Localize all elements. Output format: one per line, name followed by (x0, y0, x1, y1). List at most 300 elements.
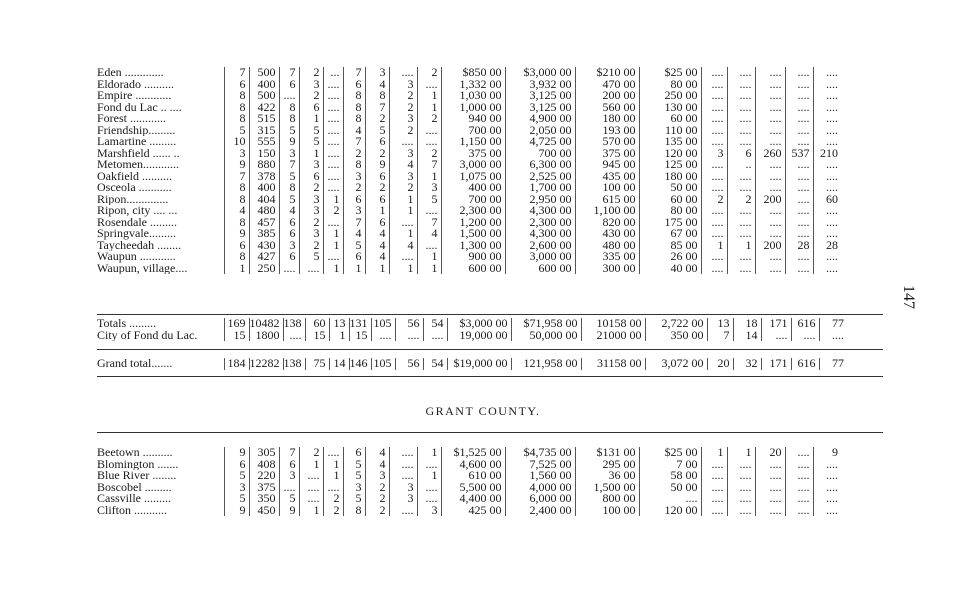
table-cell: 3 (701, 148, 727, 160)
table-cell: 4 (389, 240, 417, 252)
table-cell: ... (323, 67, 343, 79)
table-row (97, 90, 841, 102)
table-cell: .... (813, 251, 841, 263)
row-label: Cassville ......... (97, 493, 171, 505)
table-row (97, 470, 841, 482)
table-cell: .... (813, 459, 841, 471)
table-cell: 250 00 (639, 90, 701, 102)
table-cell: .... (785, 79, 813, 91)
table-cell: .... (761, 330, 791, 342)
table-cell: 2 (365, 505, 389, 517)
table-cell: 146 (349, 358, 371, 370)
table-cell: .... (701, 217, 727, 229)
table-cell: 4 (365, 228, 389, 240)
table-cell: 1 (727, 240, 755, 252)
table-cell: 1,700 00 (505, 182, 575, 194)
table-cell: .... (701, 493, 727, 505)
table-cell: 5 (417, 194, 441, 206)
table-cell: 6 (365, 136, 389, 148)
table-cell: 20 (755, 447, 785, 459)
row-label: Fond du Lac .. .... (97, 101, 182, 113)
table-cell: 8 (343, 102, 365, 114)
table-cell: 121,958 00 (511, 358, 581, 370)
table-cell: 1,100 00 (575, 205, 639, 217)
table-cell: 1 (299, 459, 323, 471)
table-cell: 4 (343, 125, 365, 137)
grand-total-rule-bottom (97, 376, 883, 377)
row-label: Clifton ........... (97, 504, 168, 516)
table-cell: 7 (343, 217, 365, 229)
table-cell: 8 (224, 182, 249, 194)
table-cell: .... (785, 470, 813, 482)
table-cell: .... (283, 330, 305, 342)
row-label: Empire ............ (97, 90, 172, 102)
table-cell: .... (701, 205, 727, 217)
table-cell: 5 (224, 125, 249, 137)
table-cell: 80 00 (639, 205, 701, 217)
table-cell: .... (813, 171, 841, 183)
table-cell: .... (727, 217, 755, 229)
table-cell: 2 (323, 493, 343, 505)
table-cell: 50,000 00 (511, 330, 581, 342)
table-cell: 1 (389, 205, 417, 217)
table-cell: .... (785, 482, 813, 494)
table-cell: 1 (417, 251, 441, 263)
table-cell: $71,958 00 (511, 318, 581, 330)
table-cell: 3 (343, 482, 365, 494)
table-cell: 9 (224, 505, 249, 517)
table-cell: 408 (249, 459, 279, 471)
table-row (97, 493, 841, 505)
table-cell: 6 (343, 447, 365, 459)
table-cell: .... (785, 159, 813, 171)
table-cell: .... (755, 205, 785, 217)
table-cell: .... (785, 447, 813, 459)
table-cell: 378 (249, 171, 279, 183)
table-cell: 3,072 00 (645, 358, 707, 370)
table-cell: .... (279, 263, 299, 275)
table-row (97, 459, 841, 471)
table-cell: 820 00 (575, 217, 639, 229)
table-cell: 2 (323, 505, 343, 517)
table-cell: 8 (224, 90, 249, 102)
table-cell: 3 (389, 493, 417, 505)
table-cell: 1,500 00 (441, 228, 505, 240)
table-cell: .... (299, 470, 323, 482)
table-cell: 5 (279, 125, 299, 137)
table-cell: 470 00 (575, 79, 639, 91)
row-label: Forest ............ (97, 113, 166, 125)
table-cell: 5 (299, 136, 323, 148)
table-cell: .... (755, 182, 785, 194)
table-cell: 7 (417, 217, 441, 229)
table-cell: .... (279, 90, 299, 102)
table-cell: 1 (417, 263, 441, 275)
table-cell: 7 (707, 330, 733, 342)
table-cell: 6 (224, 240, 249, 252)
table-cell: 4,300 00 (505, 205, 575, 217)
table-cell: .... (299, 263, 323, 275)
table-cell: 21000 00 (581, 330, 645, 342)
table-cell: 560 00 (575, 102, 639, 114)
table-cell: .... (323, 90, 343, 102)
table-cell: .... (727, 102, 755, 114)
table-cell: .... (727, 505, 755, 517)
table-cell: 77 (819, 318, 847, 330)
row-label: Blue River ........ (97, 470, 177, 482)
table-cell: .... (755, 459, 785, 471)
table-cell: .... (785, 194, 813, 206)
table-cell: 3 (299, 79, 323, 91)
table-cell: .... (323, 148, 343, 160)
table-cell: .... (299, 493, 323, 505)
totals-table (97, 318, 847, 341)
row-label: Grand total....... (97, 358, 173, 370)
row-label: Blomington ....... (97, 458, 179, 470)
table-cell: 400 (249, 182, 279, 194)
table-cell: .... (785, 505, 813, 517)
table-cell: $3,000 00 (505, 67, 575, 79)
table-cell: 1 (323, 263, 343, 275)
table-cell: 1 (389, 194, 417, 206)
table-cell: 5 (343, 459, 365, 471)
table-cell: 1 (323, 240, 343, 252)
table-cell: .... (323, 125, 343, 137)
row-label: Ripon, city .... ... (97, 205, 178, 217)
table-cell: 6 (343, 194, 365, 206)
table-cell: 900 00 (441, 251, 505, 263)
row-label: City of Fond du Lac. (97, 329, 198, 341)
table-cell: 2,300 00 (441, 205, 505, 217)
table-cell: .... (813, 79, 841, 91)
row-label: Oakfield .......... (97, 170, 172, 182)
table-cell: 616 (791, 318, 819, 330)
table-cell: .... (701, 90, 727, 102)
table-cell: 135 00 (639, 136, 701, 148)
row-label: Osceola ........... (97, 182, 172, 194)
table-cell: .... (819, 330, 847, 342)
table-cell: 1 (365, 263, 389, 275)
page-number: 147 (900, 285, 917, 309)
table-row (97, 171, 841, 183)
table-cell: 200 (755, 194, 785, 206)
table-cell: .... (785, 459, 813, 471)
table-row (97, 263, 841, 275)
table-cell: .... (417, 136, 441, 148)
table-cell: .... (639, 493, 701, 505)
table-cell: 3 (343, 171, 365, 183)
table-cell: 2 (365, 493, 389, 505)
table-cell: 150 (249, 148, 279, 160)
table-cell: .... (701, 171, 727, 183)
table-cell: 2 (299, 90, 323, 102)
table-cell: 8 (224, 251, 249, 263)
table-cell: 6 (343, 79, 365, 91)
table-cell: 385 (249, 228, 279, 240)
table-cell: .... (755, 125, 785, 137)
table-cell: .... (755, 90, 785, 102)
table-cell: 350 (249, 493, 279, 505)
table-cell: .... (417, 240, 441, 252)
table-cell: .... (785, 251, 813, 263)
table-cell: 4 (365, 251, 389, 263)
table-cell: 6 (279, 251, 299, 263)
table-cell: 180 00 (639, 171, 701, 183)
table-cell: 600 00 (441, 263, 505, 275)
table-cell: 616 (791, 358, 819, 370)
table-cell: $131 00 (575, 447, 639, 459)
table-cell: 210 (813, 148, 841, 160)
table-cell: 20 (707, 358, 733, 370)
table-row (97, 358, 847, 370)
table-cell: .... (323, 182, 343, 194)
table-cell: 3 (279, 470, 299, 482)
table-cell: 6 (224, 79, 249, 91)
table-cell: 430 00 (575, 228, 639, 240)
table-cell: 4 (365, 447, 389, 459)
table-cell: 700 00 (441, 125, 505, 137)
table-cell: 5 (224, 470, 249, 482)
table-cell: .... (323, 217, 343, 229)
table-cell: 50 00 (639, 182, 701, 194)
row-label: Taycheedah ........ (97, 239, 182, 251)
table-cell: 400 (249, 79, 279, 91)
table-cell: .... (755, 251, 785, 263)
table-cell: .... (785, 125, 813, 137)
table-cell: .... (701, 102, 727, 114)
table-cell: $19,000 00 (447, 358, 511, 370)
table-cell: 7 (365, 102, 389, 114)
table-cell: .... (813, 217, 841, 229)
table-cell: 131 (349, 318, 371, 330)
table-cell: 5 (343, 470, 365, 482)
table-cell: .... (813, 470, 841, 482)
table-cell: .... (701, 136, 727, 148)
table-cell: 500 (249, 67, 279, 79)
table-cell: 180 00 (575, 113, 639, 125)
table-cell: 28 (813, 240, 841, 252)
table-cell: 9 (224, 159, 249, 171)
table-cell: 105 (371, 318, 395, 330)
table-cell: .... (727, 470, 755, 482)
table-cell: 880 (249, 159, 279, 171)
table-cell: 19,000 00 (447, 330, 511, 342)
table-cell: 3,000 00 (505, 251, 575, 263)
table-cell: .... (389, 136, 417, 148)
table-cell: 1 (343, 263, 365, 275)
table-cell: 2 (365, 182, 389, 194)
table-cell: 2 (417, 148, 441, 160)
table-cell: 8 (343, 505, 365, 517)
table-cell: .... (417, 205, 441, 217)
table-cell: 2 (389, 90, 417, 102)
table-cell: 3 (299, 205, 323, 217)
table-cell: 1 (417, 90, 441, 102)
table-row (97, 159, 841, 171)
table-cell: .... (389, 505, 417, 517)
table-cell: 5,500 00 (441, 482, 505, 494)
table-cell: .... (701, 67, 727, 79)
table-cell: 15 (349, 330, 371, 342)
table-cell: 2 (299, 447, 323, 459)
table-cell: 6 (279, 79, 299, 91)
table-cell: 4 (365, 79, 389, 91)
table-cell: 3 (417, 505, 441, 517)
section-rule (97, 432, 883, 433)
table-cell: 6 (279, 228, 299, 240)
table-cell: .... (727, 171, 755, 183)
table-cell: 2 (365, 148, 389, 160)
table-cell: 2,950 00 (505, 194, 575, 206)
table-cell: .... (813, 67, 841, 79)
table-cell: 404 (249, 194, 279, 206)
table-cell: 8 (224, 217, 249, 229)
table-cell: 184 (224, 358, 249, 370)
table-cell: 2 (323, 205, 343, 217)
table-cell: 2 (299, 67, 323, 79)
table-cell: 600 00 (505, 263, 575, 275)
table-cell: 6 (299, 102, 323, 114)
table-cell: 56 (395, 318, 423, 330)
row-label: Friendship......... (97, 124, 176, 136)
table-cell: 2,600 00 (505, 240, 575, 252)
table-row (97, 482, 841, 494)
table-cell: 2 (299, 240, 323, 252)
table-cell: 2,300 00 (505, 217, 575, 229)
table-cell: 4 (343, 228, 365, 240)
table-cell: 450 (249, 505, 279, 517)
table-cell: 5 (224, 493, 249, 505)
table-cell: 2 (701, 194, 727, 206)
table-cell: .... (323, 102, 343, 114)
table-cell: .... (813, 205, 841, 217)
table-cell: 6 (299, 171, 323, 183)
table-row (97, 67, 841, 79)
table-cell: .... (727, 493, 755, 505)
table-cell: .... (727, 136, 755, 148)
table-cell: 28 (785, 240, 813, 252)
table-cell: 169 (224, 318, 249, 330)
table-cell: 1 (329, 330, 349, 342)
table-cell: 6 (365, 194, 389, 206)
table-cell: 9 (224, 228, 249, 240)
table-cell: .... (755, 470, 785, 482)
table-cell: 3 (279, 148, 299, 160)
table-cell: .... (727, 263, 755, 275)
table-cell: 6,300 00 (505, 159, 575, 171)
table-row (97, 113, 841, 125)
table-cell: 1,500 00 (575, 482, 639, 494)
table-cell: 1 (299, 148, 323, 160)
table-cell: 138 (283, 318, 305, 330)
table-cell: 10482 (249, 318, 283, 330)
table-cell: 435 00 (575, 171, 639, 183)
row-label: Eldorado .......... (97, 78, 174, 90)
table-cell: 3 (299, 228, 323, 240)
table-cell: 5 (365, 125, 389, 137)
table-cell: .... (755, 263, 785, 275)
table-cell: .... (813, 102, 841, 114)
table-row (97, 318, 847, 330)
table-cell: .... (785, 182, 813, 194)
table-cell: 6 (224, 459, 249, 471)
table-cell: 2 (727, 194, 755, 206)
table-cell: 2 (343, 148, 365, 160)
table-cell: 3 (365, 470, 389, 482)
table-cell: 8 (279, 102, 299, 114)
table-cell: 5 (279, 171, 299, 183)
table-cell: 58 00 (639, 470, 701, 482)
table-cell: 60 00 (639, 113, 701, 125)
table-cell: .... (417, 482, 441, 494)
table-cell: 2,050 00 (505, 125, 575, 137)
table-cell: 2 (389, 102, 417, 114)
table-cell: 5 (299, 125, 323, 137)
table-cell: 1 (323, 459, 343, 471)
table-cell: 305 (249, 447, 279, 459)
table-cell: 1,200 00 (441, 217, 505, 229)
table-cell: 1 (299, 505, 323, 517)
table-cell: .... (785, 90, 813, 102)
table-cell: 5 (343, 493, 365, 505)
table-row (97, 228, 841, 240)
table-cell: 14 (329, 358, 349, 370)
table-cell: 480 00 (575, 240, 639, 252)
table-cell: 3 (389, 171, 417, 183)
table-cell: 7 (343, 136, 365, 148)
table-cell: 200 (755, 240, 785, 252)
table-cell: .... (727, 67, 755, 79)
table-cell: .... (755, 136, 785, 148)
table-cell: 555 (249, 136, 279, 148)
table-cell: 110 00 (639, 125, 701, 137)
table-cell: 8 (279, 182, 299, 194)
table-cell: .... (423, 330, 447, 342)
table-cell: 615 00 (575, 194, 639, 206)
grand-total-table (97, 358, 847, 370)
table-cell: 4,725 00 (505, 136, 575, 148)
table-cell: 4 (279, 205, 299, 217)
table-cell: .... (755, 113, 785, 125)
table-cell: .... (813, 182, 841, 194)
table-cell: .... (323, 113, 343, 125)
table-cell: 85 00 (639, 240, 701, 252)
table-cell: 3,000 00 (441, 159, 505, 171)
table-cell: 2 (343, 182, 365, 194)
table-row (97, 240, 841, 252)
table-cell: 422 (249, 102, 279, 114)
table-cell: 8 (224, 194, 249, 206)
table-cell: 60 (305, 318, 329, 330)
table-cell: .... (701, 125, 727, 137)
table-cell: 1,332 00 (441, 79, 505, 91)
table-cell: 375 00 (575, 148, 639, 160)
table-row (97, 79, 841, 91)
table-row (97, 125, 841, 137)
table-cell: 40 00 (639, 263, 701, 275)
table-cell: 171 (761, 358, 791, 370)
table-cell: 375 (249, 482, 279, 494)
table-cell: 54 (423, 318, 447, 330)
table-cell: .... (755, 217, 785, 229)
table-cell: .... (701, 182, 727, 194)
section-title: GRANT COUNTY. (425, 404, 541, 418)
table-cell: .... (785, 228, 813, 240)
table-cell: .... (417, 125, 441, 137)
table-cell: 8 (343, 159, 365, 171)
table-cell: 1 (224, 263, 249, 275)
table-cell: 400 00 (441, 182, 505, 194)
